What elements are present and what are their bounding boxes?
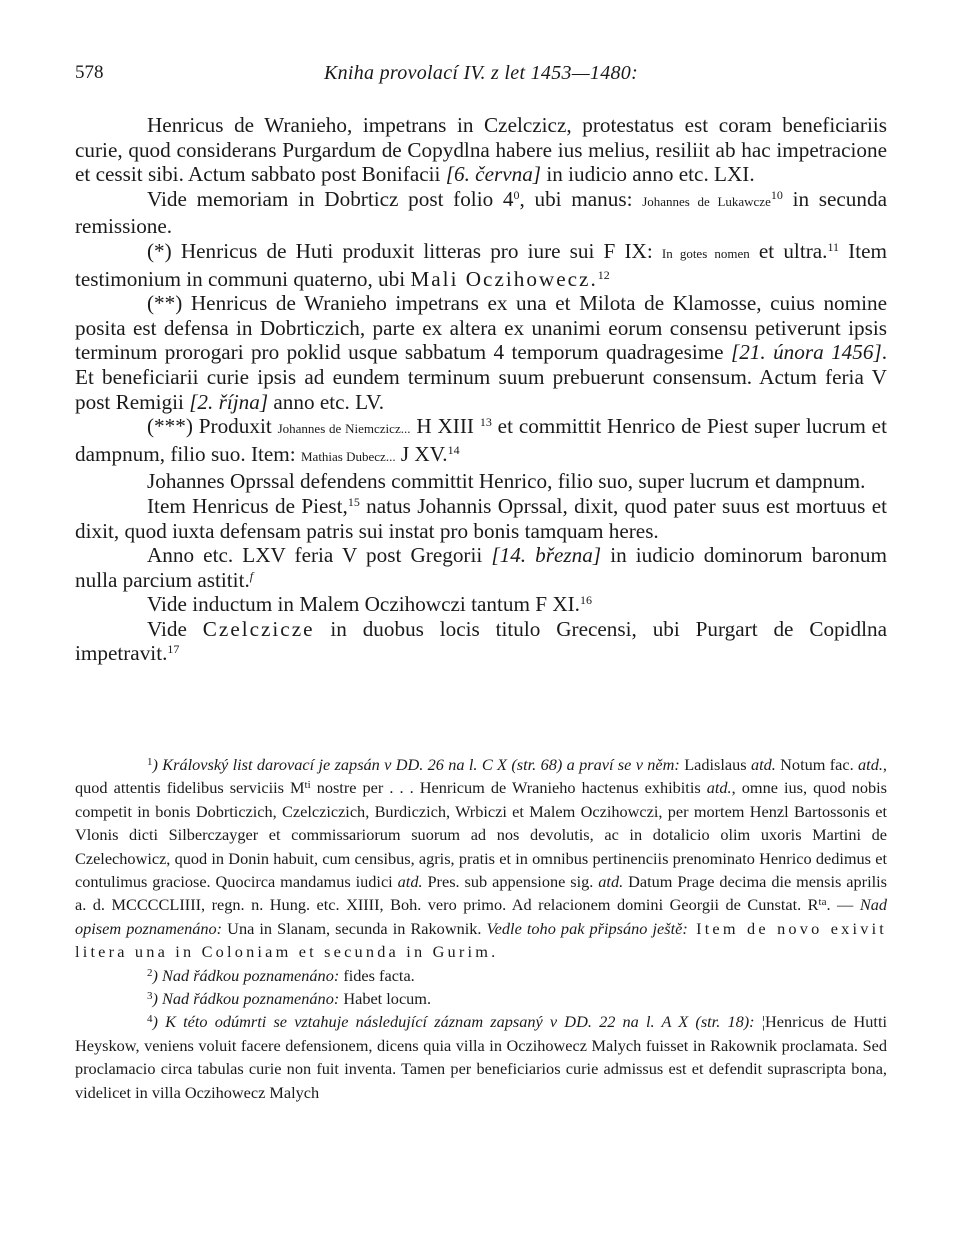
note-ref: 17	[167, 642, 180, 657]
page-number: 578	[75, 62, 104, 83]
small-text: Johannes de Niemczicz...	[277, 421, 411, 437]
running-title: Kniha provolací IV. z let 1453—1480:	[323, 62, 639, 84]
note-ref: 12	[597, 267, 610, 282]
paragraph-1: Henricus de Wranieho, impetrans in Czelczicz, protestatus est coram beneficiariis curie, quod considerans Purgardum de Copydlna habere ius melius, resiliit ab hac impetracione et cessit sibi. Actum sabbato post Bonifacii [6. června] in iudicio anno etc. LXI.	[75, 113, 887, 187]
footnote-mark: 2	[147, 966, 153, 979]
note-ref: 10	[770, 187, 783, 202]
running-head	[75, 62, 887, 90]
spaced-text: Czelczicze	[202, 616, 315, 641]
paragraph-4: (**) Henricus de Wranieho impetrans ex una et Milota de Klamosse, cuius nomine posita est defensa in Dobrticzich, parte ex altera ex unanimi eorum consensu petiverunt ipsis terminum prorogari pro poklid usque sabbatum 4 temporum quadragesime [21. února 1456]. Et beneficiarii curie ipsis ad eundem terminum suum prebuerunt consensum. Actum feria V post Remigii [2. října] anno etc. LV.	[75, 291, 887, 414]
note-ref: f	[249, 568, 254, 583]
spaced-text: Item de novo exivit litera una in Coloniam et secunda in Gurim.	[75, 918, 888, 962]
note-ref: 16	[579, 593, 592, 608]
footnotes	[75, 753, 887, 1104]
footnote-4: $^4$) K této odúmrti se vztahuje následující záznam zapsaný v DD. 22 na l. A X (str. 18): ¦Henricus de Hutti Heyskow, veniens voluit facere defensionem, dicens quia villa in Oczihowecz Malych fuisset in Rakownik proclamata. Sed proclamacio circa tabulas curie non fuit inventa. Tamen per beneficiarios curie admissus est et defendit suprascripta bona, videlicet in villa Oczihowecz Malych	[75, 1012, 887, 1102]
paragraph-5: (***) Produxit Johannes de Niemczicz... H XIII $^{13}$ et committit Henrico de Piest super lucrum et dampnum, filio suo. Item: Mathias Dubecz... J XV.$^{14}$	[75, 414, 887, 466]
small-text: In gotes nomen	[661, 245, 750, 261]
paragraph-7: Item Henricus de Piest,$^{15}$ natus Johannis Oprssal, dixit, quod pater suus est mortuus et dixit, quod iuxta defensam patris sui instat pro bonis tamquam heres.	[75, 493, 887, 543]
footnote-mark: 3	[147, 990, 153, 1003]
date-annotation: [2. října]	[189, 389, 269, 414]
paragraph-8: Anno etc. LXV feria V post Gregorii [14. března] in iudicio dominorum baronum nulla parcium astitit.$^f$	[75, 543, 888, 592]
small-caps-name: Johannes de Lukawcze	[642, 193, 771, 209]
paragraph-2: Vide memoriam in Dobrticz post folio $4^0$, ubi manus: Johannes de Lukawcze$^{10}$ in secunda remissione.	[75, 186, 887, 239]
date-annotation: [6. června]	[445, 162, 542, 187]
footnote-mark: 1	[147, 756, 153, 768]
main-text	[75, 113, 887, 666]
footnote-2: $^2$) Nad řádkou poznamenáno: fides facta.	[147, 965, 415, 985]
paragraph-9: Vide inductum in Malem Oczihowczi tantum F XI.$^{16}$	[147, 592, 592, 617]
note-ref: 13	[479, 415, 492, 430]
footnote-3: $^3$) Nad řádkou poznamenáno: Habet locum.	[147, 989, 432, 1009]
date-annotation: [21. února 1456]	[730, 340, 882, 365]
footnote-1: $^1$) Královský list darovací je zapsán v DD. 26 na l. C X (str. 68) a praví se v něm: Ladislaus atd. Notum fac. atd., quod attentis fidelibus serviciis $M^{ti}$ nostre per . . . Henricum de Wranieho hactenus exhibitis atd., omne ius, quod nobis competit in bonis Dobrticzich, Czelcziczich, Burdiczich, Wrbiczi et Malem Oczihowczi, per mortem Henzl Bartossonis et Vlonis dicti Silberczayger et commissariorum suorum ad nos devolutis, ac in dotalicio olim uxoris Martini de Czelechowicz, quod in Donin habuit, cum censibus, agris, pratis et in omnibus pertinenciis prenominato Henrico dedimus et contulimus graciose. Quocirca mandamus iudici atd. Pres. sub appensione sig. atd. Datum Prage decima die mensis aprilis a. d. MCCCCLIIII, regn. n. Hung. etc. XIIII, Boh. vero primo. Ad relacionem domini Georgii de Cunstat. $R^{ta}$. — Nad opisem poznamenáno: Una in Slanam, secunda in Rakownik. Vedle toho pak připsáno ještě: Item de novo exivit litera una in Coloniam et secunda in Gurim.	[75, 755, 888, 962]
date-annotation: [14. března]	[491, 543, 602, 568]
paragraph-3: (*) Henricus de Huti produxit litteras pro iure sui F IX: In gotes nomen et ultra.$^{11}$ Item testimonium in communi quaterno, ubi Mali Oczihowecz.$^{12}$	[75, 238, 888, 291]
paragraph-6: Johannes Oprssal defendens committit Henrico, filio suo, super lucrum et dampnum.	[147, 469, 866, 494]
small-text: Mathias Dubecz...	[300, 448, 396, 464]
note-ref: 14	[447, 442, 460, 457]
note-ref: 11	[827, 239, 840, 254]
note-ref: 15	[347, 494, 360, 509]
footnote-mark: 4	[147, 1013, 153, 1026]
spaced-text: Mali Oczihowecz.	[410, 266, 598, 291]
paragraph-10: Vide Czelczicze in duobus locis titulo Grecensi, ubi Purgart de Copidlna impetravit.$^{17}$	[75, 616, 888, 666]
